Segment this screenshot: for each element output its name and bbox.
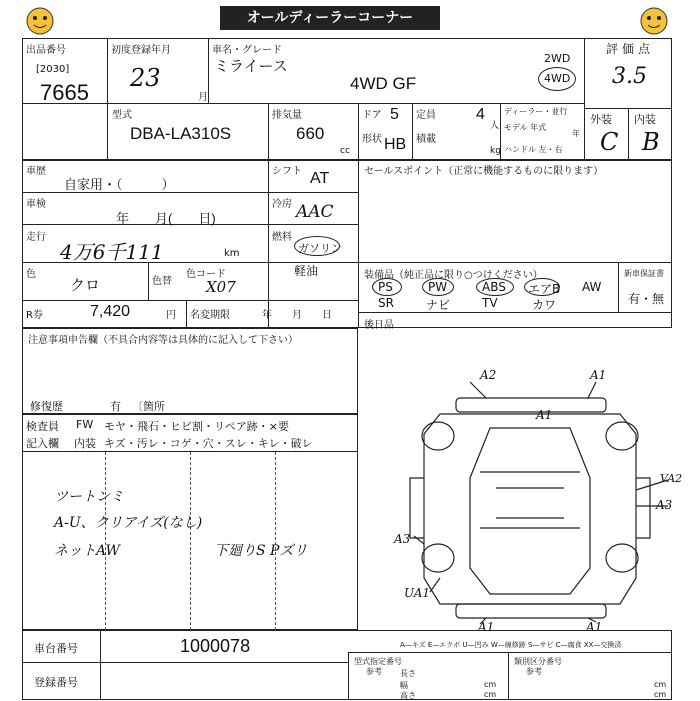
inspection-value: 年 月( 日) [116,211,216,226]
ac-label: 冷房 [272,199,292,210]
history-value: 自家用・（ ） [64,177,175,192]
capacity-label: 定員 [416,110,436,121]
doors-label: ドア [362,110,382,121]
model-label: 型式 [112,110,132,121]
sales-point-label: セールスポイント（正常に機能するものに限ります） [364,166,604,177]
first-reg-month-unit: 月 [198,92,208,103]
capacity-unit: 人 [490,121,500,131]
load-label: 積載 [416,134,436,145]
footer-length: 長さ [400,669,416,678]
equip-navi: ナビ [426,298,451,312]
diag-mark-a1-top: A1 [590,368,607,382]
load-unit: kg [490,146,501,156]
shift-label: シフト [272,166,302,177]
first-reg-year: 23 [130,64,161,92]
shape-label: 形状 [362,134,382,145]
footer-width: 幅 [400,681,408,690]
inspector-row2-tag: 内装 [74,437,96,450]
equip-ps: PS [378,280,393,294]
mileage-value: 4万6千111 [60,240,164,264]
deadline-value: 年 月 日 [262,310,332,321]
fuel-label: 燃料 [272,232,292,243]
diag-mark-va2: VA2 [660,472,683,485]
history-label: 車歴 [26,166,46,177]
warranty-value: 有・無 [628,292,665,306]
footer-model-cert: 型式指定番号 [354,657,402,666]
inspection-label: 車検 [26,199,46,210]
lot-label: 出品番号 [26,45,66,56]
color-label: 色 [26,269,36,280]
equipment-row2 [378,296,618,312]
displacement-unit: cc [340,146,350,156]
equip-pw: PW [428,280,448,294]
color-code-label: 色コード [186,269,226,280]
diag-mark-a1-hood: A1 [536,408,553,422]
warranty-label: 新車保証書 [624,269,664,278]
exterior-grade: C [600,128,619,156]
capacity-value: 4 [476,106,485,123]
equip-sr: SR [378,296,394,310]
inspector-row1: モヤ・飛石・ヒビ割・リペア跡・×要 [104,420,289,433]
color-value: クロ [70,277,101,294]
model-value: DBA-LA310S [130,124,232,143]
chassis-label: 車台番号 [34,642,78,655]
color-change-label: 色替 [152,276,172,287]
interior-grade: B [642,128,660,156]
footer-height: 高さ [400,691,416,700]
drive-2wd: 2WD [544,52,571,65]
drive-4wd: 4WD [544,72,571,85]
handnote-4: 下廻りS Pズリ [214,543,308,559]
shape-value: HB [384,136,407,153]
displacement-label: 排気量 [272,110,302,121]
notes-label: 注意事項申告欄（不具合内容等は具体的に記入して下さい） [28,335,298,346]
diag-mark-a2: A2 [480,368,497,382]
equipment-label: 装備品（純正品に限り○つけください） [364,270,543,281]
ac-value: AAC [296,202,334,222]
mileage-unit: km [224,248,240,259]
car-name: ミライース [214,58,288,75]
logo-right [636,6,672,36]
handnote-3: ネットAW [54,543,120,559]
equip-aw: AW [582,280,602,294]
repair-part: 〔箇所 [132,400,165,413]
doors-value: 5 [390,106,399,123]
car-diagram [394,368,683,638]
inspector-label: 検査員 [26,420,59,433]
dealer-line1: ディーラー・並行 [504,107,568,116]
diag-mark-a1-br: A1 [586,620,603,634]
chassis-value: 1000078 [180,636,251,656]
footer-cm-3: cm [654,680,667,689]
footer-ref-1: 参考 [366,667,382,676]
recycle-value: 7,420 [90,303,131,320]
mileage-label: 走行 [26,232,46,243]
header-title: オールディーラーコーナー [246,10,414,26]
repair-label: 修復歴 [30,400,63,413]
rear-label: 後日品 [364,320,394,331]
logo-left [22,6,58,36]
footer-class-cert: 類別区分番号 [514,657,562,666]
handnote-1: ツートンミ [54,489,124,505]
fuel-value: ガソリン [298,242,342,255]
displacement-value: 660 [296,124,325,143]
deadline-label: 名変期限 [190,310,230,321]
equipment-row1 [372,278,612,294]
handnote-2: A-U、クリアイズ(なし) [54,515,203,531]
diagram-legend: A—キズ E—エクボ U—凹み W—線修跡 S—サビ C—腐食 XX—交換済 [400,641,622,649]
bottom-section [22,630,672,700]
rating-label: 評価点 [606,42,655,56]
equip-abs: ABS [482,280,506,294]
fuel-alt: 軽油 [294,264,319,278]
equip-leather: カワ [532,298,557,312]
car-grade: 4WD GF [350,74,417,93]
color-code: X07 [206,278,236,296]
footer-ref-2: 参考 [526,667,542,676]
shift-value: AT [310,170,330,187]
top-section [22,38,672,160]
first-reg-label: 初度登録年月 [111,45,171,56]
dealer-line2: モデル 年式 [504,123,547,132]
diag-mark-a1-bl: A1 [478,620,495,634]
dealer-handle: ハンドル 左・右 [504,145,563,154]
diag-mark-a3-right: A3 [656,498,673,512]
footer-cm-2: cm [484,690,497,699]
diag-mark-ua1: UA1 [404,586,431,600]
footer-cm-4: cm [654,690,667,699]
lot-number: 7665 [40,80,89,105]
footer-cm-1: cm [484,680,497,689]
equip-tv: TV [482,296,498,310]
inspector-row2: キズ・汚レ・コゲ・穴・スレ・キレ・破レ [104,437,313,450]
exterior-label: 外装 [590,113,612,126]
diag-mark-a3-left: A3 [394,532,411,546]
dealer-line2-unit: 年 [572,129,580,138]
recycle-unit: 円 [166,310,176,321]
header-title-bar [220,6,440,30]
recycle-label: R券 [26,310,43,321]
car-label: 車名・グレード [212,45,282,56]
equip-airbag: エアB [528,282,561,296]
registration-label: 登録番号 [34,676,78,689]
rating-score: 3.5 [612,64,647,89]
lot-sub: [2030] [36,64,70,75]
inspector-row1-tag: FW [76,418,94,431]
repair-value: 有 [110,400,121,413]
interior-label: 内装 [634,113,656,126]
inspector-sub: 記入欄 [26,437,59,450]
